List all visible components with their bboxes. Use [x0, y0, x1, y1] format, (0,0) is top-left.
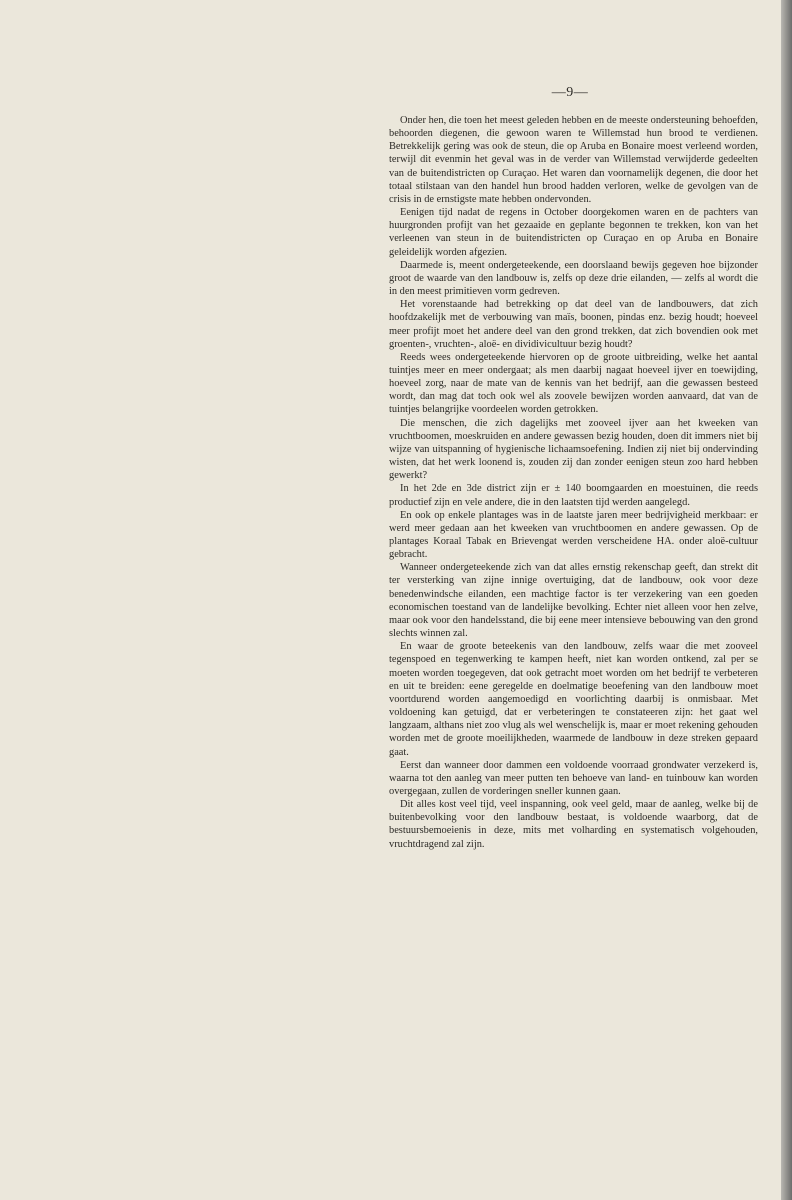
paragraph: En ook op enkele plantages was in de laatste jaren meer bedrijvigheid merkbaar: er werd meer gedaan aan het kweeken van vruchtboomen en andere gewassen. Op de plantages Koraal Tabak en Brievengat werden verscheidene HA. onder aloë-cultuur gebracht. — [389, 509, 758, 561]
paragraph: Eenigen tijd nadat de regens in October doorgekomen waren en de pachters van huurgronden profijt van het gezaaide en geplante begonnen te trekken, kon van het verleenen van steun in de buitendistricten op Curaçao en op Aruba en Bonaire geleidelijk worden afgezien. — [389, 207, 758, 258]
paragraph: Onder hen, die toen het meest geleden hebben en de meeste ondersteuning behoefden, behoorden diegenen, die gewoon waren te Willemstad hun brood te verdienen. Betrekkelijk gering was ook de steun, die op Aruba en Bonaire moest verleend worden, terwijl dit evenmin het geval was in de verder van Willemstad verwijderde gedeelten van de buitendistricten op Curaçao. Het waren dan voornamelijk degenen, die door het totaal stilstaan van den handel hun brood hadden verloren, welke de gevolgen van de crisis in de ernstigste mate hebben ondervonden. — [389, 115, 758, 205]
page-edge — [781, 0, 792, 1200]
page-number: —9— — [551, 85, 589, 100]
paragraph: Die menschen, die zich dagelijks met zooveel ijver aan het kweeken van vruchtboomen, moeskruiden en andere gewassen bezig houden, doen dit immers niet bij wijze van uitspanning of hygienische lichaamsoefening. Indien zij niet bij ondervinding wisten, dat het werk loonend is, zouden zij dan zonder eenigen steun zoo hard hebben gewerkt? — [389, 417, 758, 482]
paragraph: Het vorenstaande had betrekking op dat deel van de landbouwers, dat zich hoofdzakelijk met de verbouwing van maïs, boonen, pindas enz. bezig houdt; hoeveel meer profijt moet het andere deel van den grond trekken, dat zich bovendien ook met groenten-, vruchten-, aloë- en dividivicultuur bezig houdt? — [389, 299, 758, 350]
paragraph: In het 2de en 3de district zijn er ± 140 boomgaarden en moestuinen, die reeds productief zijn en vele andere, die in den laatsten tijd werden aangelegd. — [389, 483, 758, 508]
paragraph: Wanneer ondergeteekende zich van dat alles ernstig rekenschap geeft, dan strekt dit ter versterking van zijne innige overtuiging, dat de landbouw, ook voor deze benedenwindsche eilanden, een machtige factor is ter verzekering van een goeden economischen toestand van de landelijke bevolking. Echter niet alleen voor hen zelve, maar ook voor den handelsstand, die bij eene meer intensieve bebouwing van den grond slechts winnen zal. — [389, 562, 758, 640]
paragraph: Reeds wees ondergeteekende hiervoren op de groote uitbreiding, welke het aantal tuintjes meer en meer ondergaat; als men daarbij nagaat hoeveel ijver en toewijding, hoeveel zorg, naar de mate van de kennis van het bedrijf, aan die gewassen besteed wordt, dan mag dat toch ook wel als zoovele bewijzen worden aanvaard, dat van de tuintjes belangrijke voordeelen worden getrokken. — [389, 351, 758, 416]
paragraph: Dit alles kost veel tijd, veel inspanning, ook veel geld, maar de aanleg, welke bij de buitenbevolking voor den landbouw bestaat, is voldoende waarborg, dat de bestuursbemoeienis in deze, mits met volharding en systematisch volgehouden, vruchtdragend zal zijn. — [389, 799, 758, 850]
body-text — [389, 114, 758, 851]
paragraph: Daarmede is, meent ondergeteekende, een doorslaand bewijs gegeven hoe bijzonder groot de waarde van den landbouw is, zelfs op deze drie eilanden, — zelfs al wordt die in den meest primitieven vorm gedreven. — [389, 259, 758, 298]
paragraph: En waar de groote beteekenis van den landbouw, zelfs waar die met zooveel tegenspoed en tegenwerking te kampen heeft, niet kan worden ontkend, zal per se moeten worden toegegeven, dat ook getracht moet worden om het bedrijf te verbeteren en uit te breiden: eene geregelde en doelmatige beoefening van den landbouw moet voortdurend worden aangemoedigd en voorlichting daarbij is onmisbaar. Met voldoening kan getuigd, dat er verbeteringen te constateeren zijn: het gaat wel langzaam, althans niet zoo vlug als wel wenschelijk is, maar er moet rekening gehouden worden met de groote moeilijkheden, waarmede de landbouw in deze streken gepaard gaat. — [389, 641, 758, 758]
paragraph: Eerst dan wanneer door dammen een voldoende voorraad grondwater verzekerd is, waarna tot den aanleg van meer putten ten behoeve van land- en tuinbouw kan worden overgegaan, zullen de vorderingen sneller kunnen gaan. — [389, 759, 758, 797]
